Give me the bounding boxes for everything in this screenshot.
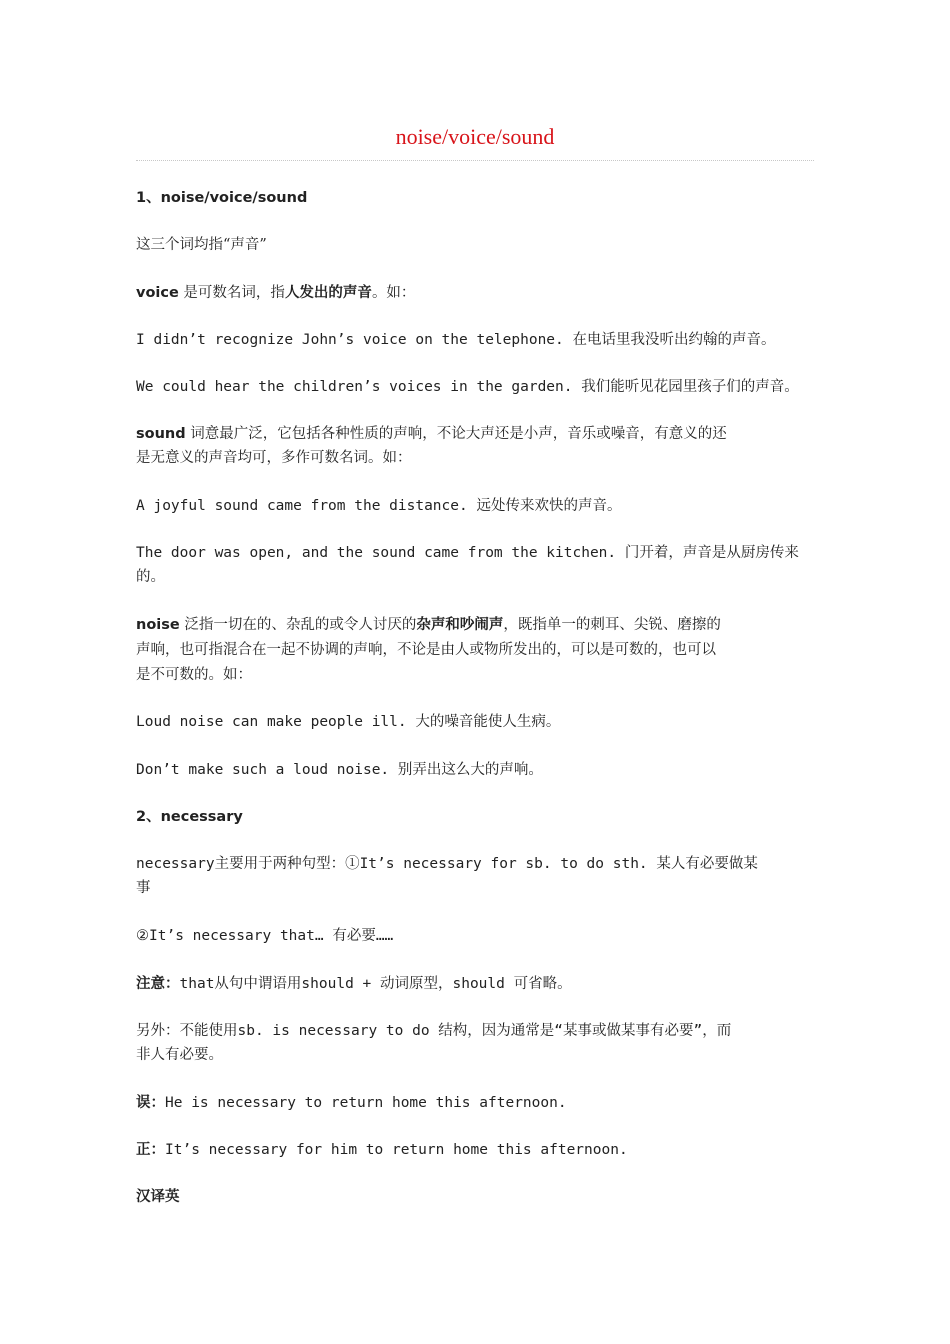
note-label: 注意： xyxy=(136,975,180,992)
title-divider xyxy=(136,160,814,161)
wrong-example: 误：He is necessary to return home this afternoon. xyxy=(136,1094,567,1111)
sound-definition-line-1: sound 词意最广泛，它包括各种性质的声响，不论大声还是小声，音乐或噪音，有意义的还 xyxy=(136,426,727,442)
voice-definition: voice 是可数名词，指人发出的声音。如： xyxy=(136,284,416,301)
note-line: 注意：that从句中谓语用should + 动词原型，should 可省略。 xyxy=(136,975,572,992)
sound-example-2-cont: 的。 xyxy=(136,569,165,585)
voice-example-1: I didn’t recognize John’s voice on the telephone. 在电话里我没听出约翰的声音。 xyxy=(136,332,776,348)
voice-example-2: We could hear the children’s voices in the garden. 我们能听见花园里孩子们的声音。 xyxy=(136,379,799,395)
section-1-intro: 这三个词均指“声音” xyxy=(136,237,267,253)
right-label: 正： xyxy=(136,1141,165,1158)
right-example: 正：It’s necessary for him to return home this afternoon. xyxy=(136,1141,628,1158)
term-sound: sound xyxy=(136,426,186,442)
extra-line-2: 非人有必要。 xyxy=(136,1047,223,1063)
term-voice: voice xyxy=(136,285,179,301)
sound-definition-line-2: 是无意义的声音均可，多作可数名词。如： xyxy=(136,450,412,466)
section-3-heading: 汉译英 xyxy=(136,1188,180,1205)
extra-line-1: 另外：不能使用sb. is necessary to do 结构，因为通常是“某事或做某事有必要”，而 xyxy=(136,1023,732,1039)
necessary-usage-pattern-2: ②It’s necessary that… 有必要…… xyxy=(136,928,394,944)
section-1-heading: 1、noise/voice/sound xyxy=(136,190,308,206)
page-title: noise/voice/sound xyxy=(395,124,555,149)
necessary-usage-line-2: 事 xyxy=(136,880,151,896)
term-noise: noise xyxy=(136,617,180,633)
sound-example-2: The door was open, and the sound came from the kitchen. 门开着，声音是从厨房传来 xyxy=(136,545,799,561)
noise-definition-line-2: 声响，也可指混合在一起不协调的声响，不论是由人或物所发出的，可以是可数的，也可以 xyxy=(136,642,716,658)
noise-example-1: Loud noise can make people ill. 大的噪音能使人生病。 xyxy=(136,714,561,730)
necessary-usage-line-1: necessary主要用于两种句型：①It’s necessary for sb. to do sth. 某人有必要做某 xyxy=(136,856,758,872)
noise-definition-line-1: noise 泛指一切在的、杂乱的或令人讨厌的杂声和吵闹声，既指单一的刺耳、尖锐、磨擦的 xyxy=(136,616,721,633)
emphasis-noise: 杂声和吵闹声 xyxy=(416,616,504,633)
noise-definition-line-3: 是不可数的。如： xyxy=(136,667,252,683)
wrong-label: 误： xyxy=(136,1094,165,1111)
noise-example-2: Don’t make such a loud noise. 别弄出这么大的声响。 xyxy=(136,762,543,778)
sound-example-1: A joyful sound came from the distance. 远处传来欢快的声音。 xyxy=(136,498,622,514)
section-2-heading: 2、necessary xyxy=(136,809,243,825)
emphasis-voice: 人发出的声音 xyxy=(284,284,372,301)
